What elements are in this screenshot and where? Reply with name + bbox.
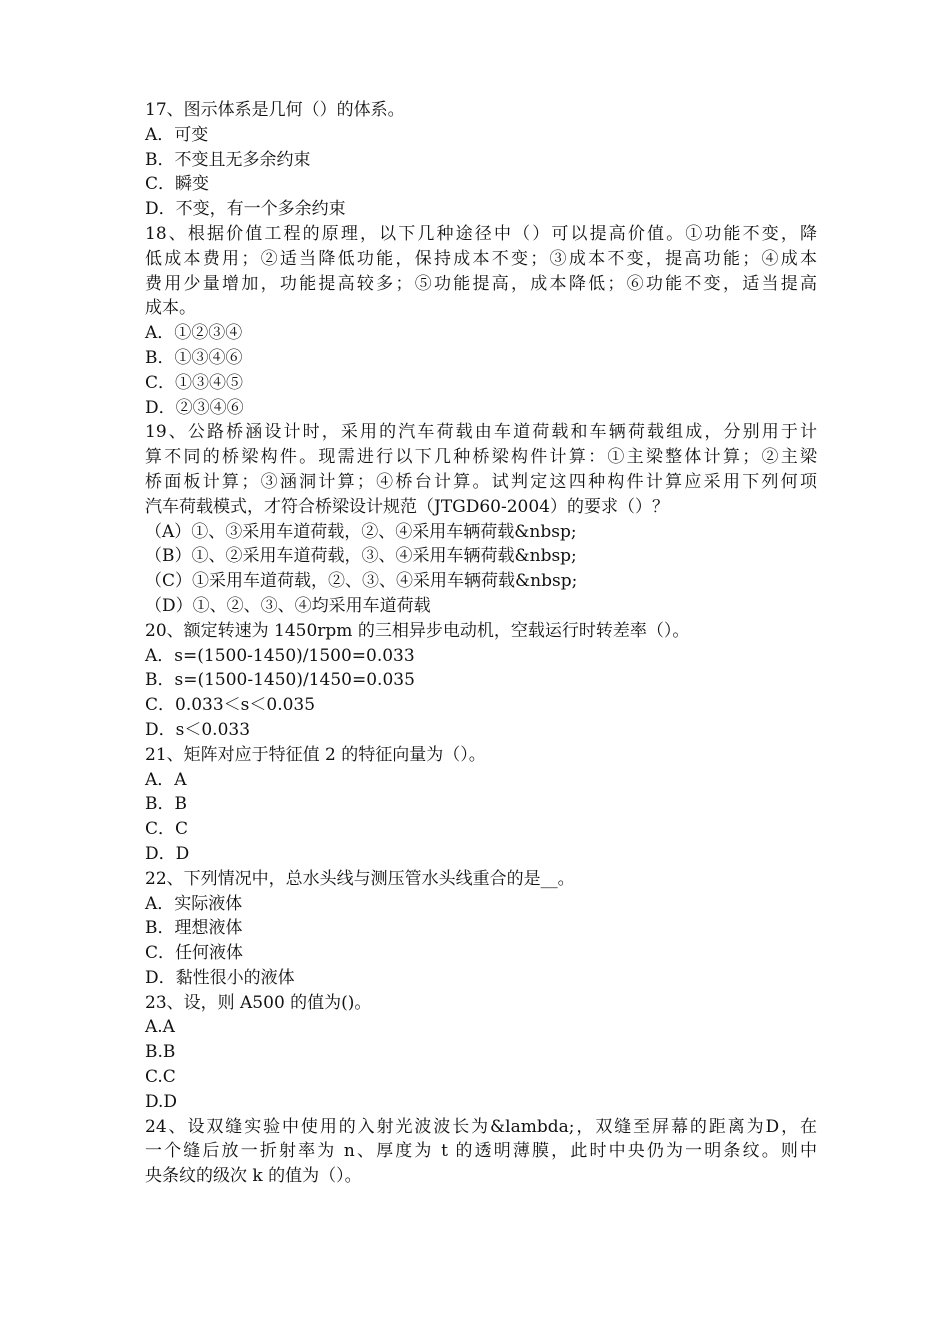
q20-option-a: A．s=(1500-1450)/1500=0.033 xyxy=(145,645,415,666)
q17-option-a: A．可变 xyxy=(145,124,209,145)
q22-option-b: B．理想液体 xyxy=(145,918,243,939)
q19-stem-line-2: 算不同的桥梁构件。现需进行以下几种桥梁构件计算：①主梁整体计算；②主梁 xyxy=(145,447,817,468)
q21-stem: 21、矩阵对应于特征值 2 的特征向量为（）。 xyxy=(145,744,486,765)
q19-option-d: （D）①、②、③、④均采用车道荷载 xyxy=(145,595,431,616)
q19-option-b: （B）①、②采用车道荷载，③、④采用车辆荷载&nbsp; xyxy=(145,546,577,567)
q20-option-b: B．s=(1500-1450)/1450=0.035 xyxy=(145,670,415,691)
q21-option-b: B．B xyxy=(145,794,187,815)
q24-stem-line-1: 24、设双缝实验中使用的入射光波波长为&lambda;，双缝至屏幕的距离为D，在 xyxy=(145,1116,817,1137)
q20-stem: 20、额定转速为 1450rpm 的三相异步电动机，空载运行时转差率（）。 xyxy=(145,620,690,641)
q19-stem-line-4: 汽车荷载模式，才符合桥梁设计规范（JTGD60-2004）的要求（）？ xyxy=(145,496,670,517)
q18-stem-line-2: 低成本费用；②适当降低功能，保持成本不变；③成本不变，提高功能；④成本 xyxy=(145,248,817,269)
q19-stem-line-1: 19、公路桥涵设计时，采用的汽车荷载由车道荷载和车辆荷载组成，分别用于计 xyxy=(145,422,817,443)
q17-option-b: B．不变且无多余约束 xyxy=(145,149,311,170)
q18-stem-line-1: 18、根据价值工程的原理，以下几种途径中（）可以提高价值。①功能不变，降 xyxy=(145,223,817,244)
q20-option-d: D．s＜0.033 xyxy=(145,719,251,740)
q18-option-c: C．①③④⑤ xyxy=(145,372,244,393)
q24-stem-line-3: 央条纹的级次 k 的值为（）。 xyxy=(145,1166,362,1187)
q17-stem: 17、图示体系是几何（）的体系。 xyxy=(145,100,405,120)
q19-stem-line-3: 桥面板计算；③涵洞计算；④桥台计算。试判定这四种构件计算应采用下列何项 xyxy=(145,471,817,492)
q23-option-a: A.A xyxy=(145,1017,175,1038)
q18-stem-line-3: 费用少量增加，功能提高较多；⑤功能提高，成本降低；⑥功能不变，适当提高 xyxy=(145,273,817,294)
q17-option-c: C．瞬变 xyxy=(145,174,210,195)
document-page xyxy=(145,98,817,1189)
q22-option-c: C．任何液体 xyxy=(145,943,244,964)
q18-stem-line-4: 成本。 xyxy=(145,298,196,319)
q18-option-d: D．②③④⑥ xyxy=(145,397,244,418)
q23-stem: 23、设，则 A500 的值为()。 xyxy=(145,992,372,1013)
q21-option-c: C．C xyxy=(145,819,189,840)
q23-option-d: D.D xyxy=(145,1091,178,1112)
q20-option-c: C．0.033＜s＜0.035 xyxy=(145,695,316,716)
q22-stem: 22、下列情况中，总水头线与测压管水头线重合的是__。 xyxy=(145,868,575,889)
q17-option-d: D．不变，有一个多余约束 xyxy=(145,199,346,220)
q18-option-b: B．①③④⑥ xyxy=(145,347,243,368)
q23-option-b: B.B xyxy=(145,1042,176,1063)
q21-option-a: A．A xyxy=(145,769,187,790)
q23-option-c: C.C xyxy=(145,1067,176,1088)
q24-stem-line-2: 一个缝后放一折射率为 n、厚度为 t 的透明薄膜，此时中央仍为一明条纹。则中 xyxy=(145,1141,817,1162)
q19-option-a: （A）①、③采用车道荷载，②、④采用车辆荷载&nbsp; xyxy=(145,521,577,542)
q21-option-d: D．D xyxy=(145,843,190,864)
q19-option-c: （C）①采用车道荷载，②、③、④采用车辆荷载&nbsp; xyxy=(145,571,578,592)
q22-option-a: A．实际液体 xyxy=(145,893,243,914)
q22-option-d: D．黏性很小的液体 xyxy=(145,967,295,988)
q18-option-a: A．①②③④ xyxy=(145,323,243,344)
